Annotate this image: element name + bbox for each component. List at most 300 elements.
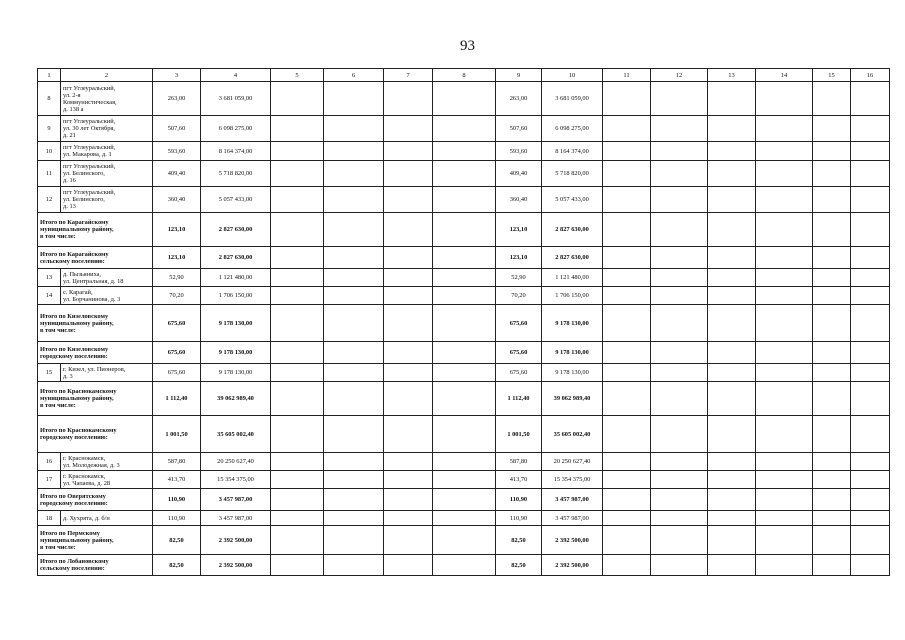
value-cell: 6 098 275,00 — [542, 116, 603, 142]
text-line: д. Пызьяниха, — [63, 270, 102, 278]
empty-cell — [708, 453, 756, 471]
empty-cell — [324, 142, 384, 161]
empty-cell — [708, 269, 756, 287]
empty-cell — [384, 82, 433, 116]
empty-cell — [384, 382, 433, 416]
empty-cell — [324, 116, 384, 142]
empty-cell — [603, 489, 651, 511]
value-cell: 2 827 630,00 — [542, 247, 603, 269]
empty-cell — [324, 161, 384, 187]
empty-cell — [651, 453, 708, 471]
column-header: 11 — [603, 69, 651, 82]
total-row — [38, 213, 890, 247]
empty-cell — [756, 471, 813, 489]
empty-cell — [433, 82, 496, 116]
empty-cell — [851, 526, 890, 555]
text-line: Итого по Пермскому — [40, 529, 100, 537]
empty-cell — [324, 305, 384, 342]
empty-cell — [324, 511, 384, 526]
text-line: с. Карагай, — [63, 288, 93, 296]
value-cell: 110,90 — [153, 489, 201, 511]
empty-cell — [813, 287, 851, 305]
total-row — [38, 526, 890, 555]
empty-cell — [813, 526, 851, 555]
empty-cell — [708, 364, 756, 382]
column-header: 6 — [324, 69, 384, 82]
empty-cell — [603, 187, 651, 213]
empty-cell — [756, 269, 813, 287]
empty-cell — [603, 526, 651, 555]
value-cell: 413,70 — [153, 471, 201, 489]
empty-cell — [433, 287, 496, 305]
row-number-cell: 14 — [38, 287, 61, 305]
empty-cell — [324, 526, 384, 555]
row-number-cell: 10 — [38, 142, 61, 161]
empty-cell — [813, 161, 851, 187]
empty-cell — [851, 269, 890, 287]
text-line: в том числе: — [40, 402, 76, 409]
text-line: пгт Углеуральский, — [63, 144, 116, 151]
empty-cell — [324, 269, 384, 287]
value-cell: 1 112,40 — [153, 382, 201, 416]
value-cell: 123,10 — [153, 213, 201, 247]
empty-cell — [651, 187, 708, 213]
page-number: 93 — [460, 38, 475, 54]
empty-cell — [651, 287, 708, 305]
address-cell — [61, 142, 153, 161]
table-row — [38, 142, 890, 161]
value-cell: 360,40 — [153, 187, 201, 213]
empty-cell — [708, 247, 756, 269]
value-cell: 1 121 480,00 — [201, 269, 271, 287]
empty-cell — [813, 82, 851, 116]
text-line: г. Кизел, ул. Пионеров, — [63, 365, 126, 373]
empty-cell — [813, 382, 851, 416]
empty-cell — [708, 82, 756, 116]
empty-cell — [756, 116, 813, 142]
empty-cell — [756, 526, 813, 555]
empty-cell — [756, 342, 813, 364]
empty-cell — [756, 511, 813, 526]
empty-cell — [851, 187, 890, 213]
row-number-cell: 17 — [38, 471, 61, 489]
empty-cell — [813, 511, 851, 526]
total-row — [38, 555, 890, 576]
empty-cell — [813, 471, 851, 489]
empty-cell — [433, 116, 496, 142]
value-cell: 3 457 987,00 — [201, 511, 271, 526]
empty-cell — [603, 247, 651, 269]
value-cell: 675,60 — [153, 305, 201, 342]
empty-cell — [851, 453, 890, 471]
row-number-cell: 18 — [38, 511, 61, 526]
value-cell: 9 178 130,00 — [542, 342, 603, 364]
empty-cell — [851, 416, 890, 453]
text-line: д. 138 а — [63, 105, 84, 113]
row-number-cell: 13 — [38, 269, 61, 287]
value-cell: 1 001,50 — [496, 416, 542, 453]
text-line: д. 3 — [63, 372, 73, 380]
text-line: ул. Центральная, д. 18 — [63, 277, 124, 285]
text-line: ул. 30 лет Октября, — [63, 125, 115, 132]
value-cell: 2 392 500,00 — [201, 555, 271, 576]
empty-cell — [708, 342, 756, 364]
table-row — [38, 511, 890, 526]
empty-cell — [603, 555, 651, 576]
text-line: пгт Углеуральский, — [63, 189, 116, 196]
table-row — [38, 161, 890, 187]
value-cell: 110,90 — [496, 511, 542, 526]
column-header: 12 — [651, 69, 708, 82]
total-label-cell — [38, 555, 153, 576]
value-cell: 35 605 002,40 — [201, 416, 271, 453]
text-line: ул. Макарова, д. 1 — [63, 151, 112, 158]
empty-cell — [384, 511, 433, 526]
value-cell: 8 164 374,00 — [542, 142, 603, 161]
empty-cell — [603, 161, 651, 187]
empty-cell — [433, 187, 496, 213]
total-label-cell — [38, 526, 153, 555]
value-cell: 587,80 — [496, 453, 542, 471]
value-cell: 20 250 627,40 — [201, 453, 271, 471]
empty-cell — [756, 142, 813, 161]
value-cell: 3 457 987,00 — [542, 489, 603, 511]
empty-cell — [851, 287, 890, 305]
empty-cell — [603, 142, 651, 161]
value-cell: 413,70 — [496, 471, 542, 489]
empty-cell — [433, 453, 496, 471]
empty-cell — [433, 305, 496, 342]
empty-cell — [433, 526, 496, 555]
empty-cell — [271, 364, 324, 382]
empty-cell — [651, 269, 708, 287]
empty-cell — [813, 555, 851, 576]
empty-cell — [851, 471, 890, 489]
value-cell: 2 827 630,00 — [201, 247, 271, 269]
value-cell: 2 827 630,00 — [542, 213, 603, 247]
empty-cell — [708, 287, 756, 305]
empty-cell — [651, 471, 708, 489]
total-label-cell — [38, 489, 153, 511]
empty-cell — [813, 142, 851, 161]
empty-cell — [271, 489, 324, 511]
value-cell: 1 706 150,00 — [201, 287, 271, 305]
empty-cell — [271, 526, 324, 555]
value-cell: 15 354 375,00 — [542, 471, 603, 489]
value-cell: 123,10 — [496, 213, 542, 247]
total-row — [38, 342, 890, 364]
value-cell: 507,60 — [153, 116, 201, 142]
total-row — [38, 382, 890, 416]
address-cell — [61, 269, 153, 287]
empty-cell — [708, 511, 756, 526]
table-row — [38, 364, 890, 382]
empty-cell — [384, 116, 433, 142]
empty-cell — [433, 416, 496, 453]
empty-cell — [756, 82, 813, 116]
value-cell: 3 681 059,00 — [542, 82, 603, 116]
text-line: пгт Углеуральский, — [63, 118, 116, 125]
address-cell — [61, 187, 153, 213]
value-cell: 8 164 374,00 — [201, 142, 271, 161]
empty-cell — [756, 305, 813, 342]
text-line: в том числе: — [40, 543, 76, 551]
empty-cell — [271, 305, 324, 342]
total-label-cell — [38, 342, 153, 364]
empty-cell — [851, 364, 890, 382]
address-cell — [61, 364, 153, 382]
address-cell — [61, 511, 153, 526]
text-line: пгт Углеуральский, — [63, 163, 116, 170]
column-header-row — [38, 69, 890, 82]
empty-cell — [603, 453, 651, 471]
column-header: 7 — [384, 69, 433, 82]
empty-cell — [324, 247, 384, 269]
empty-cell — [813, 453, 851, 471]
empty-cell — [651, 526, 708, 555]
value-cell: 5 718 820,00 — [201, 161, 271, 187]
text-line: Итого по Краснокамскому — [40, 427, 117, 434]
table-row — [38, 116, 890, 142]
value-cell: 2 827 630,00 — [201, 213, 271, 247]
table-body — [38, 69, 890, 576]
value-cell: 5 718 820,00 — [542, 161, 603, 187]
empty-cell — [756, 213, 813, 247]
empty-cell — [651, 305, 708, 342]
empty-cell — [708, 161, 756, 187]
empty-cell — [603, 305, 651, 342]
empty-cell — [433, 247, 496, 269]
empty-cell — [384, 526, 433, 555]
value-cell: 82,50 — [496, 555, 542, 576]
value-cell: 675,60 — [153, 364, 201, 382]
empty-cell — [851, 116, 890, 142]
text-line: Коммунистическая, — [63, 98, 117, 106]
empty-cell — [324, 187, 384, 213]
value-cell: 20 250 627,40 — [542, 453, 603, 471]
column-header: 8 — [433, 69, 496, 82]
empty-cell — [271, 142, 324, 161]
empty-cell — [708, 305, 756, 342]
column-header: 14 — [756, 69, 813, 82]
total-row — [38, 305, 890, 342]
empty-cell — [603, 213, 651, 247]
empty-cell — [756, 453, 813, 471]
empty-cell — [271, 453, 324, 471]
column-header: 16 — [851, 69, 890, 82]
empty-cell — [813, 416, 851, 453]
empty-cell — [271, 161, 324, 187]
empty-cell — [324, 382, 384, 416]
empty-cell — [851, 489, 890, 511]
empty-cell — [851, 511, 890, 526]
empty-cell — [756, 161, 813, 187]
text-line: Итого по Оверятскому — [40, 492, 106, 500]
text-line: Итого по Карагайскому — [40, 219, 109, 226]
total-row — [38, 247, 890, 269]
value-cell: 9 178 130,00 — [201, 305, 271, 342]
column-header: 15 — [813, 69, 851, 82]
empty-cell — [271, 82, 324, 116]
text-line: д. 16 — [63, 177, 76, 184]
text-line: ул. 2-я — [63, 91, 81, 99]
empty-cell — [756, 416, 813, 453]
empty-cell — [651, 142, 708, 161]
empty-cell — [813, 489, 851, 511]
value-cell: 1 706 150,00 — [542, 287, 603, 305]
value-cell: 263,00 — [496, 82, 542, 116]
value-cell: 263,00 — [153, 82, 201, 116]
empty-cell — [756, 287, 813, 305]
empty-cell — [651, 555, 708, 576]
total-label-cell — [38, 305, 153, 342]
empty-cell — [708, 213, 756, 247]
empty-cell — [324, 453, 384, 471]
empty-cell — [756, 247, 813, 269]
empty-cell — [603, 269, 651, 287]
empty-cell — [384, 489, 433, 511]
empty-cell — [324, 555, 384, 576]
table-row — [38, 471, 890, 489]
empty-cell — [603, 287, 651, 305]
empty-cell — [603, 116, 651, 142]
empty-cell — [271, 342, 324, 364]
empty-cell — [384, 471, 433, 489]
empty-cell — [384, 287, 433, 305]
empty-cell — [384, 187, 433, 213]
row-number-cell: 16 — [38, 453, 61, 471]
empty-cell — [603, 511, 651, 526]
value-cell: 39 062 989,40 — [542, 382, 603, 416]
value-cell: 39 062 989,40 — [201, 382, 271, 416]
empty-cell — [271, 213, 324, 247]
empty-cell — [384, 364, 433, 382]
empty-cell — [271, 511, 324, 526]
column-header: 10 — [542, 69, 603, 82]
text-line: муниципальному району, — [40, 536, 114, 544]
empty-cell — [271, 555, 324, 576]
empty-cell — [651, 161, 708, 187]
column-header: 1 — [38, 69, 61, 82]
empty-cell — [708, 116, 756, 142]
row-number-cell: 15 — [38, 364, 61, 382]
empty-cell — [851, 342, 890, 364]
text-line: ул. Белинского, — [63, 170, 105, 177]
empty-cell — [433, 213, 496, 247]
text-line: Итого по Лобановскому — [40, 558, 109, 565]
empty-cell — [324, 342, 384, 364]
empty-cell — [651, 342, 708, 364]
value-cell: 70,20 — [153, 287, 201, 305]
empty-cell — [433, 142, 496, 161]
column-header: 2 — [61, 69, 153, 82]
text-line: ул. Молодежная, д. 3 — [63, 461, 120, 469]
empty-cell — [756, 555, 813, 576]
empty-cell — [384, 416, 433, 453]
table-row — [38, 287, 890, 305]
empty-cell — [756, 187, 813, 213]
empty-cell — [708, 471, 756, 489]
total-label-cell — [38, 213, 153, 247]
value-cell: 6 098 275,00 — [201, 116, 271, 142]
address-cell — [61, 453, 153, 471]
empty-cell — [813, 269, 851, 287]
value-cell: 593,60 — [153, 142, 201, 161]
empty-cell — [813, 116, 851, 142]
value-cell: 9 178 130,00 — [542, 364, 603, 382]
text-line: в том числе: — [40, 233, 76, 240]
empty-cell — [433, 511, 496, 526]
empty-cell — [433, 364, 496, 382]
empty-cell — [651, 382, 708, 416]
empty-cell — [813, 364, 851, 382]
row-number-cell: 9 — [38, 116, 61, 142]
value-cell: 675,60 — [496, 342, 542, 364]
value-cell: 9 178 130,00 — [201, 342, 271, 364]
empty-cell — [813, 305, 851, 342]
value-cell: 9 178 130,00 — [201, 364, 271, 382]
value-cell: 3 681 059,00 — [201, 82, 271, 116]
text-line: д. 13 — [63, 203, 76, 210]
value-cell: 3 457 987,00 — [542, 511, 603, 526]
empty-cell — [384, 247, 433, 269]
value-cell: 82,50 — [496, 526, 542, 555]
empty-cell — [651, 82, 708, 116]
text-line: пгт Углеуральский, — [63, 84, 116, 92]
empty-cell — [384, 142, 433, 161]
table-row — [38, 187, 890, 213]
text-line: Итого по Кизеловскому — [40, 312, 109, 320]
total-label-cell — [38, 382, 153, 416]
empty-cell — [433, 161, 496, 187]
row-number-cell: 8 — [38, 82, 61, 116]
empty-cell — [851, 247, 890, 269]
value-cell: 587,80 — [153, 453, 201, 471]
text-line: г. Краснокамск, — [63, 472, 106, 480]
empty-cell — [271, 382, 324, 416]
empty-cell — [384, 555, 433, 576]
value-cell: 52,90 — [496, 269, 542, 287]
empty-cell — [708, 142, 756, 161]
empty-cell — [384, 161, 433, 187]
text-line: ул. Белинского, — [63, 196, 105, 203]
value-cell: 3 457 987,00 — [201, 489, 271, 511]
empty-cell — [851, 142, 890, 161]
value-cell: 507,60 — [496, 116, 542, 142]
empty-cell — [271, 116, 324, 142]
text-line: Итого по Краснокамскому — [40, 388, 117, 395]
empty-cell — [651, 247, 708, 269]
empty-cell — [851, 382, 890, 416]
empty-cell — [851, 161, 890, 187]
value-cell: 675,60 — [496, 305, 542, 342]
text-line: д. Хухрята, д. б/н — [63, 514, 110, 522]
empty-cell — [651, 213, 708, 247]
empty-cell — [708, 416, 756, 453]
empty-cell — [433, 342, 496, 364]
text-line: в том числе: — [40, 326, 76, 334]
table-row — [38, 453, 890, 471]
text-line: сельскому поселению: — [40, 257, 105, 265]
empty-cell — [433, 489, 496, 511]
text-line: муниципальному району, — [40, 319, 114, 327]
address-cell — [61, 287, 153, 305]
address-cell — [61, 471, 153, 489]
empty-cell — [433, 471, 496, 489]
value-cell: 2 392 500,00 — [201, 526, 271, 555]
text-line: муниципальному району, — [40, 395, 114, 402]
empty-cell — [271, 416, 324, 453]
